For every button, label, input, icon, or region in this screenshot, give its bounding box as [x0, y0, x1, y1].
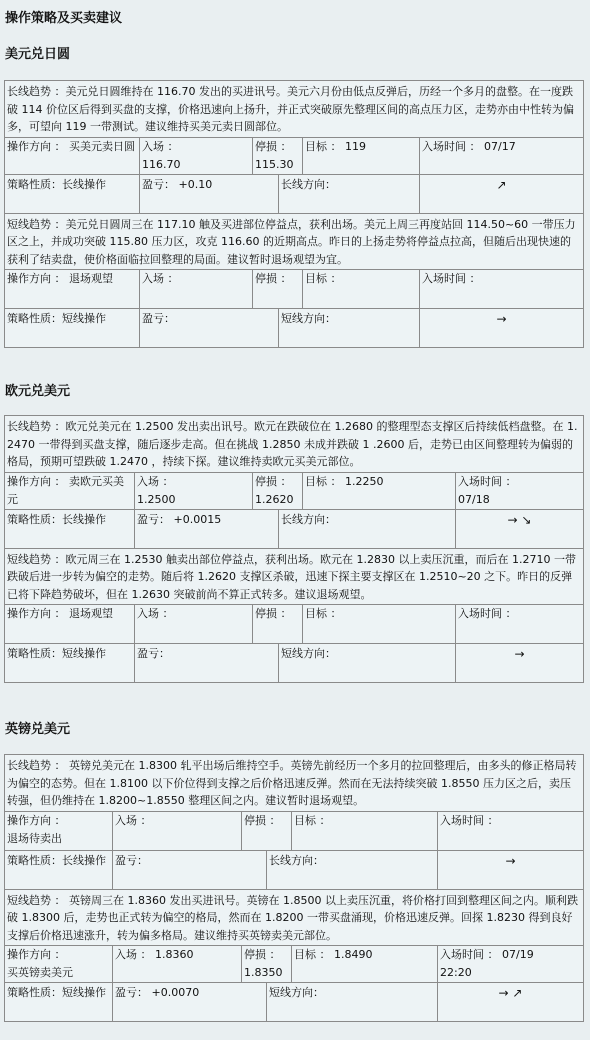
operation-direction: 操作方向 ： 退场观望 [5, 605, 135, 643]
stop-loss: 停损 ： 1.8350 [242, 946, 292, 982]
entry-price: 入场 ： 116.70 [140, 138, 253, 174]
operation-direction: 操作方向 ： 买英镑卖美元 [5, 946, 113, 982]
stop-loss: 停损 ： [253, 270, 303, 308]
target: 目标 ： 119 [303, 138, 420, 174]
page-title: 操作策略及买卖建议 [5, 11, 123, 26]
profit-loss: 盈亏： +0.0070 [113, 983, 267, 1021]
target: 目标 ： 1.2250 [303, 473, 456, 509]
trade-row [5, 946, 583, 983]
stop-loss: 停损 ： 115.30 [253, 138, 303, 174]
strategy-box-usdjpy [4, 80, 584, 348]
section-title-usdjpy: 美元兑日圆 [5, 47, 71, 62]
trend-arrow-icon: → ↘ [507, 512, 532, 527]
stop-loss: 停损 ： [242, 812, 292, 850]
operation-direction: 操作方向 ： 卖欧元买美元 [5, 473, 135, 509]
trend-direction: 长线方向： [279, 510, 456, 548]
entry-price: 入场 ： 1.8360 [113, 946, 242, 982]
target: 目标 ： [303, 270, 420, 308]
entry-price: 入场 ： [140, 270, 253, 308]
nature-row [5, 983, 583, 1021]
strategy-box-gbpusd [4, 754, 584, 1022]
strategy-nature: 策略性质：长线操作 [5, 510, 135, 548]
profit-loss: 盈亏： +0.10 [140, 175, 279, 213]
section-title-eurusd: 欧元兑美元 [5, 384, 71, 399]
entry-time: 入场时间 ： 07/18 [458, 474, 517, 506]
short-trend-paragraph: 短线趋势 ：欧元周三在 1.2530 触卖出部位停益点，获利出场。欧元在 1.2830 以上卖压沉重，而后在 1.2710 一带跌破后进一步转为偏空的走势。随后将 1.2620 支撑区杀破，迅速下探主要支撑区在 1.2510~20 之下。昨日的反弹已将下降趋势破坏，但在 1.2630 突破前尚不算正式转多。建议退场观望。 [5, 549, 583, 606]
trade-row [5, 605, 583, 644]
trend-direction: 长线方向： [279, 175, 420, 213]
profit-loss: 盈亏： [135, 644, 279, 682]
trade-row [5, 270, 583, 309]
short-trend-paragraph: 短线趋势 ： 英镑周三在 1.8360 发出买进讯号。英镑在 1.8500 以上卖压沉重，将价格打回到整理区间之内。顺利跌破 1.8300 后，走势也正式转为偏空的格局，然而在 1.8200 一带买盘涌现，价格迅速反弹。回探 1.8230 得到良好支撑后价格迅速涨升，转为偏多格局。建议维持买英镑卖美元部位。 [5, 890, 583, 947]
long-trend-paragraph: 长线趋势 ：欧元兑美元在 1.2500 发出卖出讯号。欧元在跌破位在 1.2680 的整理型态支撑区后持续低档盘整。在 1.2470 一带得到买盘支撑，随后逐步走高。但在挑战 1.2850 未成并跌破 1 .2600 后，走势已由区间整理转为偏弱的格局，预期可望跌破 1.2470 ，持续下探。建议维持卖欧元买美元部位。 [5, 416, 583, 473]
trend-direction: 短线方向： [279, 644, 456, 682]
trade-row [5, 812, 583, 851]
trend-direction: 长线方向： [267, 851, 438, 889]
target: 目标 ： [292, 812, 438, 850]
short-trend-paragraph: 短线趋势 ：美元兑日圆周三在 117.10 触及买进部位停益点，获利出场。美元上周三再度站回 114.50~60 一带压力区之上，并成功突破 115.80 压力区，攻克 116.60 的近期高点。昨日的上扬走势将停益点拉高，但随后出现快速的获利了结卖盘，使价格面临拉回整理的局面。建议暂时退场观望为宜。 [5, 214, 583, 271]
entry-price: 入场 ： 1.2500 [135, 473, 253, 509]
strategy-box-eurusd [4, 415, 584, 683]
stop-loss: 停损 ： 1.2620 [253, 473, 303, 509]
nature-row [5, 175, 583, 214]
entry-price: 入场 ： [135, 605, 253, 643]
target: 目标 ： 1.8490 [292, 946, 438, 982]
trade-row [5, 473, 583, 510]
operation-direction: 操作方向 ： 买美元卖日圆 [5, 138, 140, 174]
profit-loss: 盈亏： [140, 309, 279, 347]
stop-loss: 停损 ： [253, 605, 303, 643]
operation-direction: 操作方向 ： 退场观望 [5, 270, 140, 308]
nature-row [5, 510, 583, 549]
profit-loss: 盈亏： [113, 851, 267, 889]
target: 目标 ： [303, 605, 456, 643]
trend-arrow-icon: → [496, 312, 507, 326]
operation-direction: 操作方向 ： 退场待卖出 [5, 812, 113, 850]
trend-arrow-icon: ↗ [496, 177, 507, 192]
trend-arrow-icon: → ↗ [498, 986, 523, 1000]
entry-time: 入场时间 ： 07/17 [422, 139, 516, 153]
entry-time: 入场时间 ： [422, 272, 481, 285]
trend-arrow-icon: → [505, 853, 516, 868]
entry-price: 入场 ： [113, 812, 242, 850]
long-trend-paragraph: 长线趋势 ： 英镑兑美元在 1.8300 轧平出场后维持空手。英镑先前经历一个多月的拉回整理后，由多头的修正格局转为偏空的态势。但在 1.8100 以下价位得到支撑之后价格迅速反弹。然而在无法持续突破 1.8550 压力区之后，卖压转强，但仍维持在 1.8200~1.8550 整理区间之内。建议暂时退场观望。 [5, 755, 583, 812]
section-title-gbpusd: 英镑兑美元 [5, 722, 71, 737]
profit-loss: 盈亏： +0.0015 [135, 510, 279, 548]
strategy-nature: 策略性质：长线操作 [5, 851, 113, 889]
entry-time: 入场时间 ： [458, 607, 517, 620]
entry-time: 入场时间 ： [440, 813, 499, 827]
nature-row [5, 309, 583, 347]
strategy-nature: 策略性质：短线操作 [5, 644, 135, 682]
trade-row [5, 138, 583, 175]
entry-time: 入场时间 ： 07/19 22:20 [440, 948, 534, 979]
long-trend-paragraph: 长线趋势 ：美元兑日圆维持在 116.70 发出的买进讯号。美元六月份由低点反弹后，历经一个多月的盘整。在一度跌破 114 价位区后得到买盘的支撑，价格迅速向上扬升，并正式突破原先整理区间的高点压力区，走势亦由中性转为偏多，可望向 119 一带测试。建议维持买美元卖日圆部位。 [5, 81, 583, 138]
trend-direction: 短线方向： [279, 309, 420, 347]
trend-arrow-icon: → [514, 647, 525, 661]
strategy-nature: 策略性质：短线操作 [5, 983, 113, 1021]
trend-direction: 短线方向： [267, 983, 438, 1021]
nature-row [5, 644, 583, 682]
strategy-nature: 策略性质：长线操作 [5, 175, 140, 213]
strategy-nature: 策略性质：短线操作 [5, 309, 140, 347]
nature-row [5, 851, 583, 890]
